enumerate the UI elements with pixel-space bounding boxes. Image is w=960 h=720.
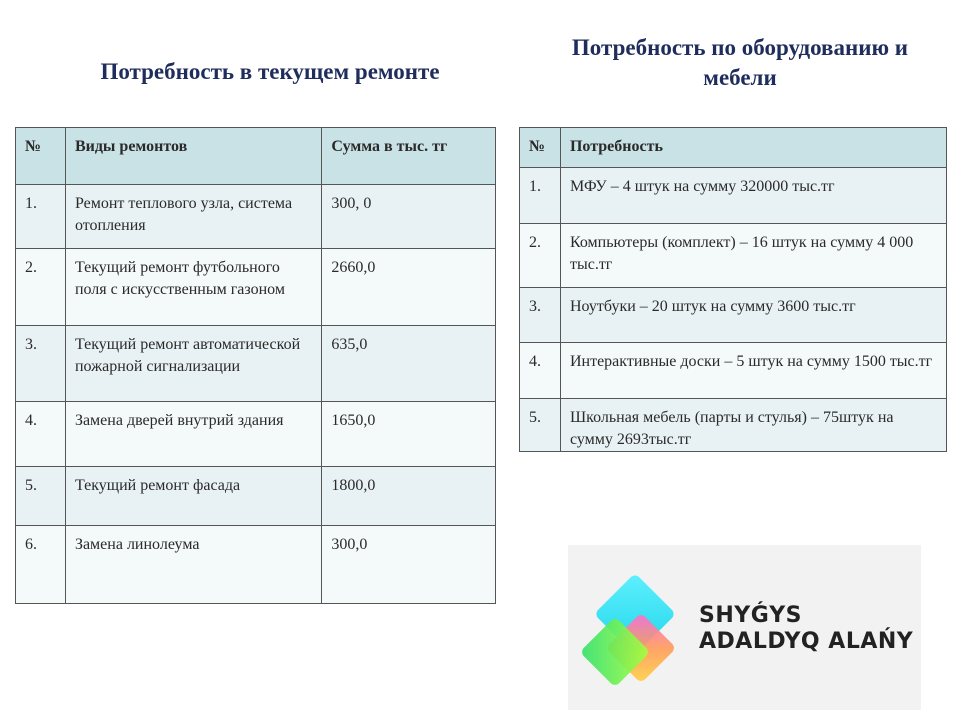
row-number: 1. (520, 168, 561, 224)
logo (568, 545, 921, 710)
table-row (520, 288, 947, 343)
table-row (16, 326, 496, 402)
need-item: Компьютеры (комплект) – 16 штук на сумму 4 000 тыс.тг (560, 224, 946, 288)
row-number: 2. (520, 224, 561, 288)
equipment-table (519, 127, 947, 452)
repair-sum: 300, 0 (322, 185, 496, 249)
row-number: 1. (16, 185, 66, 249)
table-row (520, 399, 947, 452)
left-heading: Потребность в текущем ремонте (100, 59, 440, 84)
repair-sum: 1650,0 (322, 402, 496, 467)
table-row (16, 185, 496, 249)
repair-type: Замена дверей внутрий здания (65, 402, 321, 467)
table-header-row (16, 128, 496, 185)
repair-type: Текущий ремонт фасада (65, 467, 321, 526)
col-number-header: № (520, 128, 561, 168)
table-row (16, 402, 496, 467)
row-number: 5. (520, 399, 561, 452)
table-row (520, 224, 947, 288)
repair-sum: 2660,0 (322, 249, 496, 326)
row-number: 4. (16, 402, 66, 467)
repair-sum: 635,0 (322, 326, 496, 402)
col-repair-type-header: Виды ремонтов (65, 128, 321, 185)
row-number: 4. (520, 343, 561, 399)
logo-wordmark (699, 603, 913, 655)
table-header-row (520, 128, 947, 168)
row-number: 5. (16, 467, 66, 526)
need-item: Школьная мебель (парты и стулья) – 75штук на сумму 2693тыс.тг (560, 399, 946, 452)
repair-type: Текущий ремонт автоматической пожарной сигнализации (65, 326, 321, 402)
right-heading: Потребность по оборудованию и мебели (571, 35, 909, 90)
col-need-header: Потребность (560, 128, 946, 168)
logo-line-1: SHYǴYS (699, 603, 803, 628)
repair-type: Ремонт теплового узла, система отопления (65, 185, 321, 249)
repair-sum: 1800,0 (322, 467, 496, 526)
table-row (16, 526, 496, 604)
repair-type: Замена линолеума (65, 526, 321, 604)
need-item: МФУ – 4 штук на сумму 320000 тыс.тг (560, 168, 946, 224)
row-number: 6. (16, 526, 66, 604)
row-number: 2. (16, 249, 66, 326)
table-row (520, 343, 947, 399)
col-sum-header: Сумма в тыс. тг (322, 128, 496, 185)
table-row (16, 467, 496, 526)
table-row (520, 168, 947, 224)
row-number: 3. (520, 288, 561, 343)
repair-table (15, 127, 496, 604)
table-row (16, 249, 496, 326)
repair-sum: 300,0 (322, 526, 496, 604)
row-number: 3. (16, 326, 66, 402)
need-item: Ноутбуки – 20 штук на сумму 3600 тыс.тг (560, 288, 946, 343)
logo-mark-icon (578, 555, 688, 700)
logo-line-2: ADALDYQ ALAŃY (699, 629, 914, 654)
repair-type: Текущий ремонт футбольного поля с искусственным газоном (65, 249, 321, 326)
col-number-header: № (16, 128, 66, 185)
need-item: Интерактивные доски – 5 штук на сумму 1500 тыс.тг (560, 343, 946, 399)
